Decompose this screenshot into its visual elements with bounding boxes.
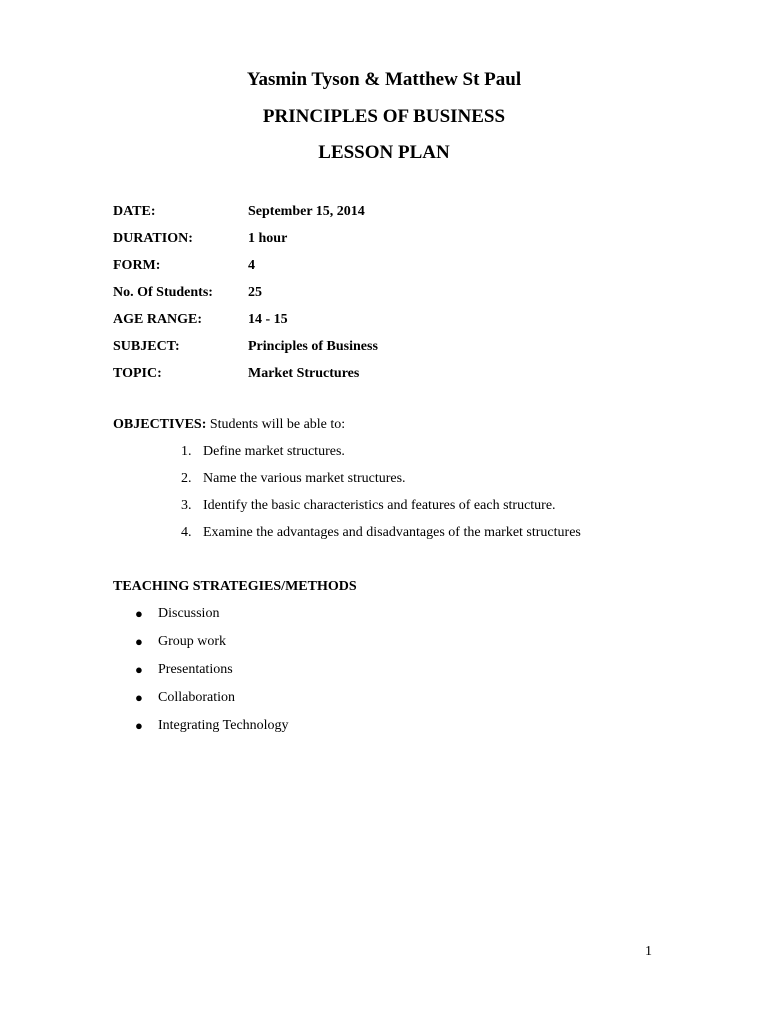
document-title: LESSON PLAN: [318, 142, 450, 163]
bullet-icon: ●: [135, 606, 143, 621]
list-item-text: Define market structures.: [203, 444, 345, 459]
info-label: No. Of Students:: [113, 285, 213, 300]
info-label: AGE RANGE:: [113, 312, 203, 327]
list-item-text: Group work: [158, 634, 227, 649]
bullet-icon: ●: [135, 634, 143, 649]
objectives-list: [181, 443, 581, 551]
info-row-students: [113, 284, 378, 311]
list-item: [135, 717, 289, 745]
info-value: Principles of Business: [248, 339, 378, 354]
info-value: 14 - 15: [248, 312, 288, 327]
list-item: [135, 661, 289, 689]
info-value: 4: [248, 258, 255, 273]
list-number: 3.: [181, 498, 192, 513]
info-row-date: [113, 203, 378, 230]
list-item-text: Integrating Technology: [158, 718, 289, 733]
list-item-text: Examine the advantages and disadvantages of the market structures: [203, 525, 581, 540]
objectives-intro: Students will be able to:: [209, 417, 346, 432]
info-label: DURATION:: [113, 231, 193, 246]
list-item-text: Identify the basic characteristics and features of each structure.: [203, 498, 556, 513]
list-item: [181, 470, 581, 497]
info-value: September 15, 2014: [248, 204, 365, 219]
authors-heading: Yasmin Tyson & Matthew St Paul: [246, 69, 522, 90]
lesson-info-table: [113, 203, 378, 392]
list-item: [135, 689, 289, 717]
info-row-form: [113, 257, 378, 284]
list-item-text: Discussion: [158, 606, 220, 621]
list-item: [181, 443, 581, 470]
info-label: DATE:: [113, 204, 156, 219]
bullet-icon: ●: [135, 662, 143, 677]
page-number: 1: [645, 944, 652, 959]
info-value: 25: [248, 285, 262, 300]
info-row-subject: [113, 338, 378, 365]
list-number: 1.: [181, 444, 192, 459]
list-item: [181, 497, 581, 524]
list-item-text: Presentations: [158, 662, 233, 677]
info-row-age-range: [113, 311, 378, 338]
list-item-text: Name the various market structures.: [203, 471, 406, 486]
list-item-text: Collaboration: [158, 690, 235, 705]
subject-heading: PRINCIPLES OF BUSINESS: [262, 106, 506, 127]
info-label: FORM:: [113, 258, 161, 273]
info-label: SUBJECT:: [113, 339, 180, 354]
objectives-heading: [113, 416, 345, 434]
info-row-duration: [113, 230, 378, 257]
list-item: [181, 524, 581, 551]
info-row-topic: [113, 365, 378, 392]
strategies-list: [135, 605, 289, 745]
info-label: TOPIC:: [113, 366, 162, 381]
objectives-label: OBJECTIVES:: [113, 417, 207, 432]
bullet-icon: ●: [135, 690, 143, 705]
list-item: [135, 605, 289, 633]
info-value: 1 hour: [248, 231, 288, 246]
list-number: 2.: [181, 471, 192, 486]
strategies-heading: TEACHING STRATEGIES/METHODS: [113, 579, 357, 594]
list-number: 4.: [181, 525, 192, 540]
bullet-icon: ●: [135, 718, 143, 733]
info-value: Market Structures: [248, 366, 360, 381]
list-item: [135, 633, 289, 661]
